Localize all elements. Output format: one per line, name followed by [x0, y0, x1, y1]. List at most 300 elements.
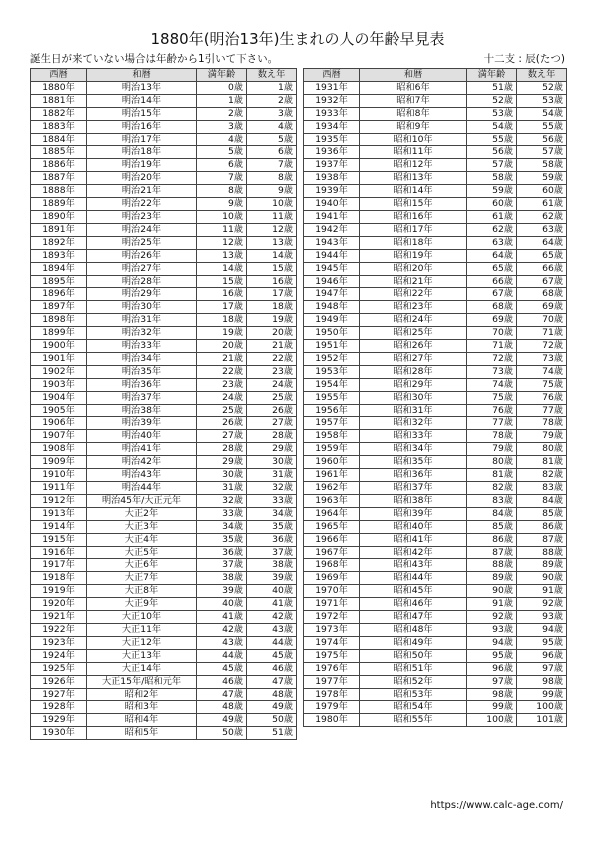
cell-western-year: 1979年 [304, 701, 360, 714]
cell-western-year: 1926年 [31, 675, 87, 688]
cell-western-year: 1914年 [31, 520, 87, 533]
page-title: 1880年(明治13年)生まれの人の年齢早見表 [150, 30, 445, 48]
table-row [304, 352, 567, 365]
cell-kazoe-age: 93歳 [517, 611, 567, 624]
table-row [31, 688, 297, 701]
cell-full-age: 72歳 [467, 352, 517, 365]
cell-japanese-era: 大正3年 [87, 520, 197, 533]
cell-western-year: 1900年 [31, 340, 87, 353]
cell-kazoe-age: 96歳 [517, 649, 567, 662]
cell-kazoe-age: 9歳 [247, 185, 297, 198]
cell-japanese-era: 明治20年 [87, 172, 197, 185]
cell-western-year: 1971年 [304, 598, 360, 611]
cell-western-year: 1904年 [31, 391, 87, 404]
cell-western-year: 1910年 [31, 469, 87, 482]
table-row [31, 701, 297, 714]
cell-full-age: 59歳 [467, 185, 517, 198]
cell-western-year: 1898年 [31, 314, 87, 327]
table-row [31, 275, 297, 288]
cell-western-year: 1945年 [304, 262, 360, 275]
cell-western-year: 1940年 [304, 198, 360, 211]
cell-kazoe-age: 64歳 [517, 236, 567, 249]
cell-kazoe-age: 68歳 [517, 288, 567, 301]
cell-full-age: 43歳 [197, 636, 247, 649]
cell-western-year: 1922年 [31, 623, 87, 636]
cell-full-age: 65歳 [467, 262, 517, 275]
cell-western-year: 1930年 [31, 727, 87, 740]
cell-japanese-era: 大正13年 [87, 649, 197, 662]
birthday-note: 誕生日が来ていない場合は年齢から1引いて下さい。 [30, 53, 279, 65]
cell-kazoe-age: 70歳 [517, 314, 567, 327]
cell-kazoe-age: 80歳 [517, 443, 567, 456]
cell-kazoe-age: 90歳 [517, 572, 567, 585]
cell-kazoe-age: 43歳 [247, 623, 297, 636]
table-row [31, 120, 297, 133]
cell-kazoe-age: 52歳 [517, 81, 567, 94]
cell-western-year: 1925年 [31, 662, 87, 675]
table-row [304, 120, 567, 133]
cell-japanese-era: 明治40年 [87, 430, 197, 443]
table-row [31, 210, 297, 223]
table-body-right [304, 81, 567, 726]
cell-kazoe-age: 21歳 [247, 340, 297, 353]
table-row [304, 146, 567, 159]
table-row [31, 223, 297, 236]
cell-western-year: 1933年 [304, 107, 360, 120]
cell-kazoe-age: 41歳 [247, 598, 297, 611]
cell-kazoe-age: 45歳 [247, 649, 297, 662]
table-row [304, 675, 567, 688]
cell-kazoe-age: 20歳 [247, 327, 297, 340]
table-row [304, 327, 567, 340]
cell-kazoe-age: 94歳 [517, 623, 567, 636]
cell-kazoe-age: 76歳 [517, 391, 567, 404]
cell-kazoe-age: 46歳 [247, 662, 297, 675]
cell-full-age: 18歳 [197, 314, 247, 327]
cell-kazoe-age: 83歳 [517, 482, 567, 495]
cell-full-age: 99歳 [467, 701, 517, 714]
cell-kazoe-age: 63歳 [517, 223, 567, 236]
table-row [304, 275, 567, 288]
cell-western-year: 1934年 [304, 120, 360, 133]
table-row [31, 198, 297, 211]
cell-western-year: 1908年 [31, 443, 87, 456]
header-kazoe-age: 数え年 [517, 69, 567, 82]
table-row [304, 636, 567, 649]
table-row [31, 378, 297, 391]
cell-kazoe-age: 57歳 [517, 146, 567, 159]
table-row [31, 236, 297, 249]
cell-japanese-era: 昭和16年 [360, 210, 467, 223]
table-row [31, 288, 297, 301]
cell-full-age: 87歳 [467, 546, 517, 559]
table-row [31, 159, 297, 172]
cell-kazoe-age: 4歳 [247, 120, 297, 133]
table-row [31, 172, 297, 185]
cell-full-age: 52歳 [467, 94, 517, 107]
cell-japanese-era: 昭和20年 [360, 262, 467, 275]
cell-japanese-era: 昭和50年 [360, 649, 467, 662]
table-row [304, 365, 567, 378]
table-row [304, 81, 567, 94]
cell-full-age: 66歳 [467, 275, 517, 288]
table-row [304, 649, 567, 662]
cell-full-age: 82歳 [467, 482, 517, 495]
cell-western-year: 1915年 [31, 533, 87, 546]
cell-full-age: 100歳 [467, 714, 517, 727]
cell-full-age: 17歳 [197, 301, 247, 314]
table-row [31, 443, 297, 456]
cell-western-year: 1957年 [304, 417, 360, 430]
cell-kazoe-age: 39歳 [247, 572, 297, 585]
cell-kazoe-age: 38歳 [247, 559, 297, 572]
cell-western-year: 1939年 [304, 185, 360, 198]
cell-japanese-era: 明治16年 [87, 120, 197, 133]
cell-kazoe-age: 73歳 [517, 352, 567, 365]
cell-full-age: 24歳 [197, 391, 247, 404]
cell-japanese-era: 昭和6年 [360, 81, 467, 94]
cell-kazoe-age: 17歳 [247, 288, 297, 301]
cell-kazoe-age: 89歳 [517, 559, 567, 572]
cell-full-age: 81歳 [467, 469, 517, 482]
cell-kazoe-age: 95歳 [517, 636, 567, 649]
cell-japanese-era: 明治24年 [87, 223, 197, 236]
cell-western-year: 1919年 [31, 585, 87, 598]
cell-western-year: 1884年 [31, 133, 87, 146]
cell-full-age: 89歳 [467, 572, 517, 585]
table-row [304, 533, 567, 546]
cell-japanese-era: 明治39年 [87, 417, 197, 430]
table-row [304, 378, 567, 391]
cell-japanese-era: 明治41年 [87, 443, 197, 456]
cell-full-age: 39歳 [197, 585, 247, 598]
cell-western-year: 1880年 [31, 81, 87, 94]
cell-japanese-era: 明治14年 [87, 94, 197, 107]
cell-japanese-era: 明治21年 [87, 185, 197, 198]
cell-kazoe-age: 54歳 [517, 107, 567, 120]
table-row [31, 507, 297, 520]
cell-western-year: 1962年 [304, 482, 360, 495]
cell-western-year: 1883年 [31, 120, 87, 133]
table-row [31, 727, 297, 740]
cell-kazoe-age: 35歳 [247, 520, 297, 533]
cell-full-age: 73歳 [467, 365, 517, 378]
cell-full-age: 21歳 [197, 352, 247, 365]
cell-western-year: 1916年 [31, 546, 87, 559]
cell-kazoe-age: 61歳 [517, 198, 567, 211]
cell-japanese-era: 昭和12年 [360, 159, 467, 172]
cell-full-age: 44歳 [197, 649, 247, 662]
cell-full-age: 9歳 [197, 198, 247, 211]
cell-kazoe-age: 37歳 [247, 546, 297, 559]
cell-full-age: 22歳 [197, 365, 247, 378]
table-row [31, 585, 297, 598]
cell-kazoe-age: 1歳 [247, 81, 297, 94]
cell-japanese-era: 明治31年 [87, 314, 197, 327]
age-table-right [303, 68, 567, 727]
cell-western-year: 1960年 [304, 456, 360, 469]
cell-western-year: 1951年 [304, 340, 360, 353]
zodiac-label: 十二支 : 辰(たつ) [483, 53, 565, 65]
header-full-age: 満年齢 [467, 69, 517, 82]
cell-japanese-era: 大正14年 [87, 662, 197, 675]
cell-japanese-era: 昭和25年 [360, 327, 467, 340]
cell-western-year: 1902年 [31, 365, 87, 378]
cell-japanese-era: 大正6年 [87, 559, 197, 572]
cell-japanese-era: 昭和33年 [360, 430, 467, 443]
header-western-year: 西暦 [31, 69, 87, 82]
cell-japanese-era: 明治32年 [87, 327, 197, 340]
cell-western-year: 1911年 [31, 482, 87, 495]
cell-japanese-era: 大正11年 [87, 623, 197, 636]
cell-full-age: 5歳 [197, 146, 247, 159]
cell-western-year: 1892年 [31, 236, 87, 249]
table-row [304, 572, 567, 585]
cell-kazoe-age: 13歳 [247, 236, 297, 249]
cell-western-year: 1891年 [31, 223, 87, 236]
cell-japanese-era: 明治26年 [87, 249, 197, 262]
cell-kazoe-age: 10歳 [247, 198, 297, 211]
table-row [304, 236, 567, 249]
cell-kazoe-age: 77歳 [517, 404, 567, 417]
cell-full-age: 92歳 [467, 611, 517, 624]
cell-kazoe-age: 30歳 [247, 456, 297, 469]
cell-full-age: 88歳 [467, 559, 517, 572]
table-row [304, 507, 567, 520]
table-row [31, 340, 297, 353]
cell-full-age: 67歳 [467, 288, 517, 301]
table-row [31, 546, 297, 559]
cell-full-age: 13歳 [197, 249, 247, 262]
cell-kazoe-age: 7歳 [247, 159, 297, 172]
cell-western-year: 1955年 [304, 391, 360, 404]
cell-japanese-era: 大正12年 [87, 636, 197, 649]
cell-japanese-era: 昭和30年 [360, 391, 467, 404]
cell-japanese-era: 大正4年 [87, 533, 197, 546]
cell-kazoe-age: 18歳 [247, 301, 297, 314]
cell-japanese-era: 昭和40年 [360, 520, 467, 533]
cell-japanese-era: 昭和32年 [360, 417, 467, 430]
cell-kazoe-age: 2歳 [247, 94, 297, 107]
cell-japanese-era: 昭和44年 [360, 572, 467, 585]
cell-western-year: 1967年 [304, 546, 360, 559]
cell-kazoe-age: 88歳 [517, 546, 567, 559]
cell-kazoe-age: 29歳 [247, 443, 297, 456]
cell-western-year: 1976年 [304, 662, 360, 675]
table-row [31, 107, 297, 120]
cell-japanese-era: 明治27年 [87, 262, 197, 275]
cell-western-year: 1921年 [31, 611, 87, 624]
cell-full-age: 90歳 [467, 585, 517, 598]
cell-full-age: 95歳 [467, 649, 517, 662]
cell-western-year: 1912年 [31, 494, 87, 507]
cell-kazoe-age: 16歳 [247, 275, 297, 288]
table-row [31, 662, 297, 675]
table-row [304, 546, 567, 559]
table-row [31, 714, 297, 727]
table-row [304, 185, 567, 198]
table-row [31, 623, 297, 636]
table-row [31, 417, 297, 430]
table-row [31, 133, 297, 146]
cell-full-age: 31歳 [197, 482, 247, 495]
cell-kazoe-age: 14歳 [247, 249, 297, 262]
table-row [304, 482, 567, 495]
cell-japanese-era: 昭和34年 [360, 443, 467, 456]
table-row [304, 172, 567, 185]
cell-kazoe-age: 33歳 [247, 494, 297, 507]
cell-full-age: 36歳 [197, 546, 247, 559]
cell-western-year: 1937年 [304, 159, 360, 172]
cell-japanese-era: 昭和48年 [360, 623, 467, 636]
cell-kazoe-age: 81歳 [517, 456, 567, 469]
cell-western-year: 1927年 [31, 688, 87, 701]
cell-japanese-era: 昭和22年 [360, 288, 467, 301]
cell-full-age: 58歳 [467, 172, 517, 185]
cell-japanese-era: 昭和9年 [360, 120, 467, 133]
cell-full-age: 34歳 [197, 520, 247, 533]
cell-full-age: 74歳 [467, 378, 517, 391]
cell-kazoe-age: 53歳 [517, 94, 567, 107]
cell-japanese-era: 昭和53年 [360, 688, 467, 701]
cell-full-age: 10歳 [197, 210, 247, 223]
table-row [31, 185, 297, 198]
table-header-row [31, 69, 297, 82]
cell-full-age: 85歳 [467, 520, 517, 533]
cell-western-year: 1893年 [31, 249, 87, 262]
cell-full-age: 35歳 [197, 533, 247, 546]
cell-full-age: 11歳 [197, 223, 247, 236]
cell-kazoe-age: 100歳 [517, 701, 567, 714]
cell-western-year: 1917年 [31, 559, 87, 572]
cell-western-year: 1894年 [31, 262, 87, 275]
cell-western-year: 1909年 [31, 456, 87, 469]
cell-japanese-era: 明治38年 [87, 404, 197, 417]
cell-full-age: 50歳 [197, 727, 247, 740]
cell-western-year: 1943年 [304, 236, 360, 249]
table-row [31, 262, 297, 275]
cell-full-age: 68歳 [467, 301, 517, 314]
cell-full-age: 20歳 [197, 340, 247, 353]
cell-kazoe-age: 56歳 [517, 133, 567, 146]
cell-full-age: 14歳 [197, 262, 247, 275]
cell-full-age: 91歳 [467, 598, 517, 611]
cell-full-age: 25歳 [197, 404, 247, 417]
cell-full-age: 26歳 [197, 417, 247, 430]
cell-full-age: 8歳 [197, 185, 247, 198]
table-row [304, 662, 567, 675]
cell-western-year: 1887年 [31, 172, 87, 185]
table-row [304, 159, 567, 172]
cell-full-age: 37歳 [197, 559, 247, 572]
cell-kazoe-age: 50歳 [247, 714, 297, 727]
table-row [31, 611, 297, 624]
cell-western-year: 1980年 [304, 714, 360, 727]
cell-japanese-era: 明治37年 [87, 391, 197, 404]
cell-kazoe-age: 97歳 [517, 662, 567, 675]
table-row [304, 688, 567, 701]
cell-full-age: 96歳 [467, 662, 517, 675]
cell-full-age: 69歳 [467, 314, 517, 327]
cell-western-year: 1947年 [304, 288, 360, 301]
cell-kazoe-age: 49歳 [247, 701, 297, 714]
cell-western-year: 1924年 [31, 649, 87, 662]
cell-full-age: 54歳 [467, 120, 517, 133]
cell-kazoe-age: 55歳 [517, 120, 567, 133]
cell-japanese-era: 昭和47年 [360, 611, 467, 624]
cell-western-year: 1885年 [31, 146, 87, 159]
cell-japanese-era: 昭和10年 [360, 133, 467, 146]
cell-full-age: 45歳 [197, 662, 247, 675]
cell-japanese-era: 大正10年 [87, 611, 197, 624]
cell-japanese-era: 昭和43年 [360, 559, 467, 572]
table-row [31, 249, 297, 262]
cell-full-age: 49歳 [197, 714, 247, 727]
cell-kazoe-age: 71歳 [517, 327, 567, 340]
cell-western-year: 1953年 [304, 365, 360, 378]
cell-full-age: 79歳 [467, 443, 517, 456]
table-row [304, 288, 567, 301]
cell-western-year: 1963年 [304, 494, 360, 507]
cell-kazoe-age: 5歳 [247, 133, 297, 146]
cell-japanese-era: 昭和26年 [360, 340, 467, 353]
table-row [304, 585, 567, 598]
cell-western-year: 1920年 [31, 598, 87, 611]
cell-full-age: 12歳 [197, 236, 247, 249]
cell-full-age: 1歳 [197, 94, 247, 107]
cell-full-age: 76歳 [467, 404, 517, 417]
cell-full-age: 38歳 [197, 572, 247, 585]
cell-full-age: 42歳 [197, 623, 247, 636]
cell-japanese-era: 昭和17年 [360, 223, 467, 236]
cell-full-age: 6歳 [197, 159, 247, 172]
cell-kazoe-age: 24歳 [247, 378, 297, 391]
cell-japanese-era: 明治18年 [87, 146, 197, 159]
cell-japanese-era: 昭和24年 [360, 314, 467, 327]
cell-full-age: 83歳 [467, 494, 517, 507]
cell-kazoe-age: 15歳 [247, 262, 297, 275]
cell-japanese-era: 昭和7年 [360, 94, 467, 107]
cell-western-year: 1901年 [31, 352, 87, 365]
cell-kazoe-age: 42歳 [247, 611, 297, 624]
cell-japanese-era: 昭和49年 [360, 636, 467, 649]
cell-western-year: 1958年 [304, 430, 360, 443]
cell-western-year: 1896年 [31, 288, 87, 301]
table-row [304, 430, 567, 443]
cell-full-age: 64歳 [467, 249, 517, 262]
cell-western-year: 1956年 [304, 404, 360, 417]
cell-japanese-era: 昭和51年 [360, 662, 467, 675]
table-row [31, 494, 297, 507]
cell-kazoe-age: 22歳 [247, 352, 297, 365]
cell-kazoe-age: 58歳 [517, 159, 567, 172]
table-row [304, 417, 567, 430]
cell-full-age: 63歳 [467, 236, 517, 249]
cell-kazoe-age: 11歳 [247, 210, 297, 223]
cell-full-age: 7歳 [197, 172, 247, 185]
cell-full-age: 40歳 [197, 598, 247, 611]
cell-japanese-era: 昭和45年 [360, 585, 467, 598]
cell-full-age: 16歳 [197, 288, 247, 301]
table-row [304, 314, 567, 327]
cell-western-year: 1918年 [31, 572, 87, 585]
cell-japanese-era: 昭和11年 [360, 146, 467, 159]
cell-kazoe-age: 19歳 [247, 314, 297, 327]
cell-kazoe-age: 26歳 [247, 404, 297, 417]
cell-full-age: 71歳 [467, 340, 517, 353]
table-row [31, 649, 297, 662]
cell-japanese-era: 明治25年 [87, 236, 197, 249]
